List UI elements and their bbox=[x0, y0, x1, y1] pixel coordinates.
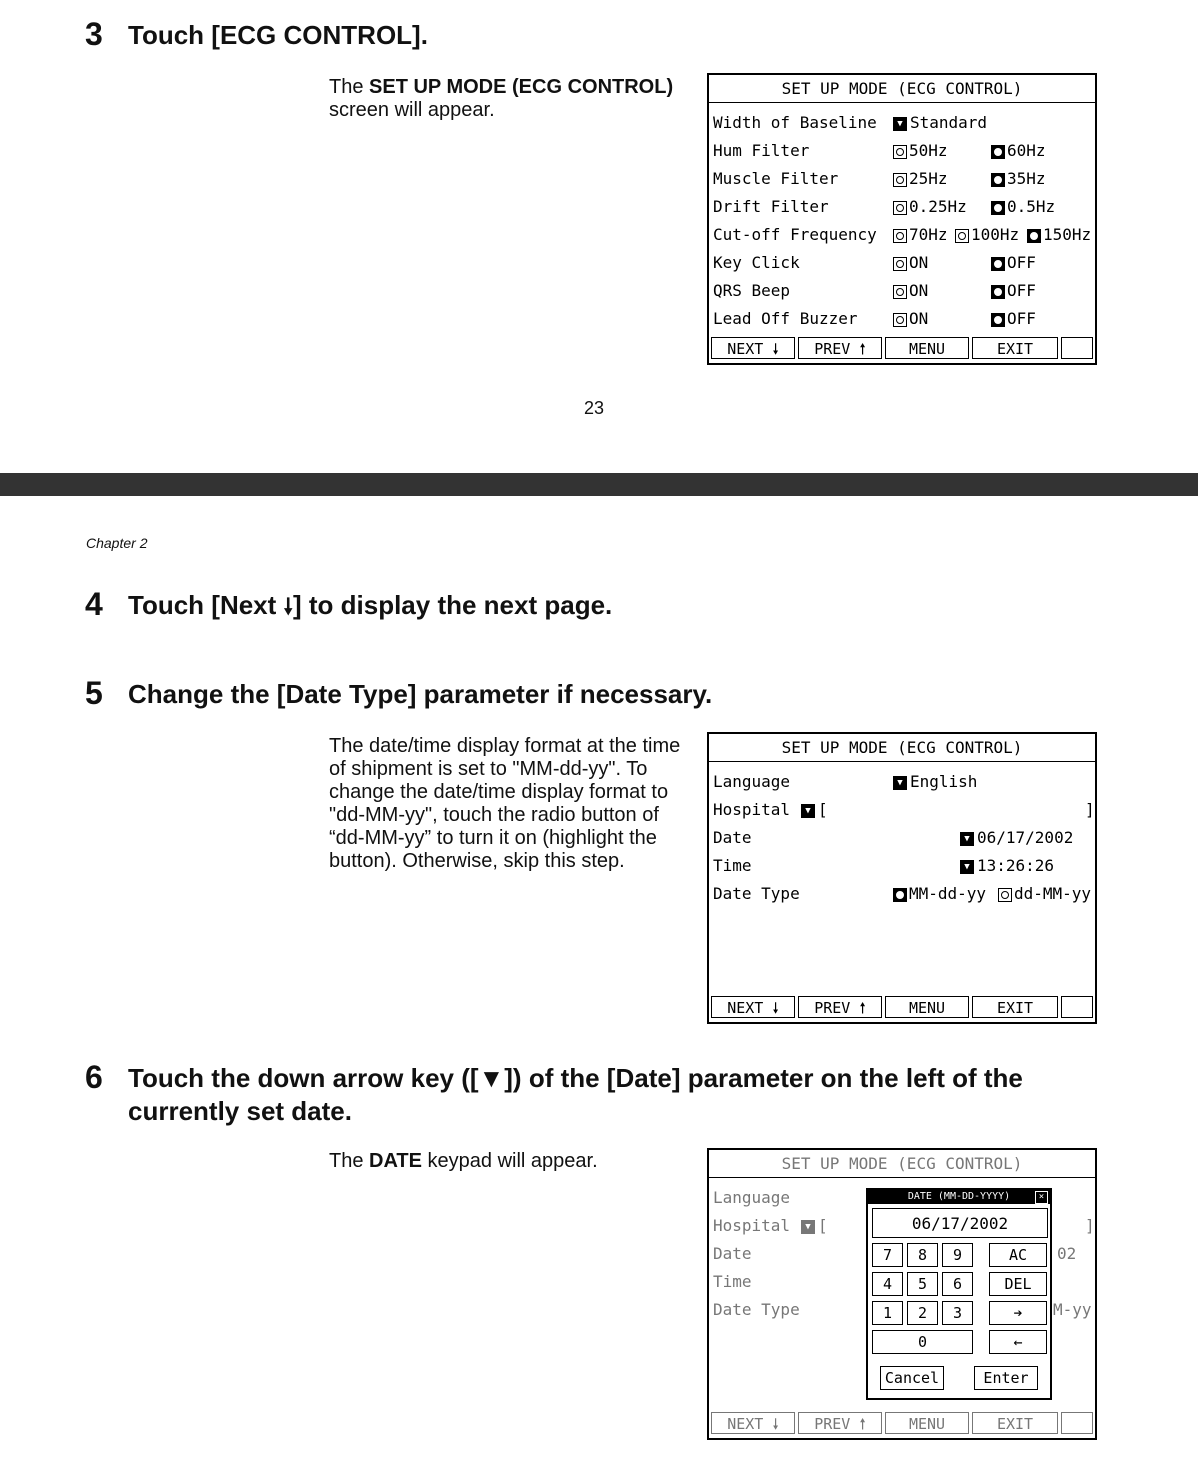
key-9[interactable]: 9 bbox=[942, 1243, 973, 1267]
radio-off-icon[interactable] bbox=[893, 257, 907, 271]
setting-label: Date bbox=[713, 1244, 752, 1263]
step-3-heading: Touch [ECG CONTROL]. bbox=[128, 20, 428, 50]
setting-label: Language bbox=[713, 1188, 791, 1207]
enter-button[interactable]: Enter bbox=[974, 1366, 1038, 1390]
manual-page-23 bbox=[0, 0, 1198, 473]
radio-on-icon[interactable] bbox=[991, 145, 1005, 159]
setting-row-time bbox=[713, 854, 1091, 878]
blank-button[interactable] bbox=[1061, 337, 1093, 359]
key-2[interactable]: 2 bbox=[907, 1301, 938, 1325]
step-6-number: 6 bbox=[85, 1059, 103, 1095]
step-5-body: The date/time display format at the time of shipment is set to "MM-dd-yy". To change the date/time display format to "dd-MM-yy", touch the radio button of “dd-MM-yy” to turn it on (highlight the button). Otherwise, skip this step. bbox=[329, 735, 681, 872]
date-dropdown[interactable]: ▼ 06/17/2002 bbox=[960, 826, 1073, 850]
key-8[interactable]: 8 bbox=[907, 1243, 938, 1267]
arrow-right-icon: ➔ bbox=[1013, 1304, 1023, 1322]
key-4[interactable]: 4 bbox=[872, 1272, 903, 1296]
arrow-left-icon: ← bbox=[1013, 1333, 1023, 1351]
setting-label: Hospital bbox=[713, 1216, 791, 1235]
radio-option[interactable]: ON bbox=[893, 251, 928, 275]
radio-option[interactable]: OFF bbox=[991, 251, 1036, 275]
page-number: 23 bbox=[584, 398, 605, 418]
date-display: 06/17/2002 bbox=[872, 1208, 1048, 1238]
setting-label: Drift Filter bbox=[713, 197, 829, 216]
menu-button[interactable]: MENU bbox=[885, 996, 969, 1018]
hospital-bracket-close: ] bbox=[1085, 1216, 1095, 1235]
hospital-field: ▼ [ bbox=[801, 1214, 828, 1238]
menu-button: MENU bbox=[885, 1412, 969, 1434]
radio-option-mm-dd-yy[interactable]: MM-dd-yy bbox=[893, 882, 986, 906]
setting-label: Language bbox=[713, 772, 791, 791]
arrow-down-icon: 🠗 bbox=[772, 1415, 779, 1433]
next-button: NEXT 🠗 bbox=[711, 1412, 795, 1434]
setting-label: Date Type bbox=[713, 884, 800, 903]
radio-on-icon[interactable] bbox=[991, 257, 1005, 271]
key-1[interactable]: 1 bbox=[872, 1301, 903, 1325]
radio-on-icon[interactable] bbox=[991, 285, 1005, 299]
screen-title: SET UP MODE (ECG CONTROL) bbox=[709, 734, 1095, 762]
radio-off-icon[interactable] bbox=[893, 145, 907, 159]
key-6[interactable]: 6 bbox=[942, 1272, 973, 1296]
menu-button[interactable]: MENU bbox=[885, 337, 969, 359]
key-0[interactable]: 0 bbox=[872, 1330, 973, 1354]
next-button[interactable]: NEXT 🠗 bbox=[711, 337, 795, 359]
dropdown-arrow-icon: ▼ bbox=[801, 1220, 815, 1234]
hospital-bracket-close: ] bbox=[1085, 800, 1095, 819]
setting-label: Time bbox=[713, 856, 752, 875]
setting-label: Date bbox=[713, 828, 752, 847]
step-3-body-bold: SET UP MODE (ECG CONTROL) bbox=[369, 76, 674, 98]
step-4-heading: Touch [Next 🠗] to display the next page. bbox=[128, 590, 613, 620]
prev-button[interactable]: PREV 🠕 bbox=[798, 337, 882, 359]
step-3-body-pre: The bbox=[329, 76, 370, 98]
setting-label: Width of Baseline bbox=[713, 113, 877, 132]
radio-option[interactable]: 60Hz bbox=[991, 139, 1046, 163]
key-3[interactable]: 3 bbox=[942, 1301, 973, 1325]
setting-label: Lead Off Buzzer bbox=[713, 309, 858, 328]
radio-off-icon[interactable] bbox=[893, 173, 907, 187]
radio-option[interactable]: OFF bbox=[991, 279, 1036, 303]
ecg-control-screen-2 bbox=[707, 732, 1097, 1024]
radio-off-icon[interactable] bbox=[998, 888, 1012, 902]
step-3-body-post: screen will appear. bbox=[329, 99, 495, 121]
dropdown-arrow-icon[interactable]: ▼ bbox=[893, 776, 907, 790]
cursor-right-button[interactable] bbox=[989, 1301, 1047, 1325]
radio-option[interactable]: ON bbox=[893, 279, 928, 303]
setting-label: Time bbox=[713, 1272, 752, 1291]
close-icon[interactable]: × bbox=[1035, 1191, 1048, 1204]
radio-option[interactable]: OFF bbox=[991, 307, 1036, 331]
radio-option-dd-mm-yy[interactable]: dd-MM-yy bbox=[998, 882, 1091, 906]
radio-on-icon[interactable] bbox=[991, 313, 1005, 327]
prev-button: PREV 🠕 bbox=[798, 1412, 882, 1434]
step-5-heading: Change the [Date Type] parameter if necessary. bbox=[128, 679, 713, 709]
screen-title: SET UP MODE (ECG CONTROL) bbox=[709, 75, 1095, 103]
setting-label: Date Type bbox=[713, 1300, 800, 1319]
radio-option[interactable]: 25Hz bbox=[893, 167, 948, 191]
chapter-label: Chapter 2 bbox=[86, 535, 148, 551]
setting-label: QRS Beep bbox=[713, 281, 791, 300]
radio-option[interactable]: 150Hz bbox=[1027, 223, 1091, 247]
blank-button[interactable] bbox=[1061, 996, 1093, 1018]
setting-label: Key Click bbox=[713, 253, 800, 272]
arrow-down-icon: 🠗 bbox=[772, 999, 779, 1017]
key-7[interactable]: 7 bbox=[872, 1243, 903, 1267]
step-6-heading: Touch the down arrow key ([▼]) of the [Date] parameter on the left of the currently set date. bbox=[128, 1063, 1023, 1126]
radio-on-icon[interactable] bbox=[991, 201, 1005, 215]
arrow-up-icon: 🠕 bbox=[859, 340, 866, 358]
radio-off-icon[interactable] bbox=[893, 285, 907, 299]
radio-off-icon[interactable] bbox=[893, 313, 907, 327]
arrow-up-icon: 🠕 bbox=[859, 999, 866, 1017]
radio-on-icon[interactable] bbox=[991, 173, 1005, 187]
setting-row-hospital bbox=[713, 798, 1095, 822]
ac-button[interactable]: AC bbox=[989, 1243, 1047, 1267]
date-keypad bbox=[866, 1188, 1052, 1400]
ecg-control-screen-1 bbox=[707, 73, 1097, 365]
radio-option[interactable]: 100Hz bbox=[955, 223, 1019, 247]
setting-label: Cut-off Frequency bbox=[713, 225, 877, 244]
setting-row-date-type bbox=[713, 882, 1091, 906]
setting-row-language bbox=[713, 770, 1091, 794]
setting-label: Muscle Filter bbox=[713, 169, 839, 188]
language-dropdown[interactable]: ▼ English bbox=[893, 770, 977, 794]
radio-option[interactable]: 0.5Hz bbox=[991, 195, 1055, 219]
page-divider bbox=[0, 473, 1198, 496]
cursor-left-button[interactable] bbox=[989, 1330, 1047, 1354]
dropdown-arrow-icon[interactable]: ▼ bbox=[893, 117, 907, 131]
step-6-body: The DATE keypad will appear. bbox=[329, 1150, 598, 1172]
step-4-number: 4 bbox=[85, 586, 103, 622]
radio-option[interactable]: 70Hz bbox=[893, 223, 948, 247]
dropdown-arrow-icon[interactable]: ▼ bbox=[801, 804, 815, 818]
radio-option[interactable]: ON bbox=[893, 307, 928, 331]
arrow-down-icon: 🠗 bbox=[772, 340, 779, 358]
baseline-dropdown[interactable]: ▼ Standard bbox=[893, 111, 987, 135]
dropdown-arrow-icon[interactable]: ▼ bbox=[960, 832, 974, 846]
arrow-up-icon: 🠕 bbox=[859, 1415, 866, 1433]
radio-option[interactable]: 50Hz bbox=[893, 139, 948, 163]
hospital-field[interactable]: ▼ [ bbox=[801, 798, 828, 822]
dropdown-arrow-icon[interactable]: ▼ bbox=[960, 860, 974, 874]
radio-off-icon[interactable] bbox=[893, 201, 907, 215]
ecg-control-screen-3 bbox=[707, 1148, 1097, 1440]
radio-off-icon[interactable] bbox=[893, 229, 907, 243]
radio-option[interactable]: 35Hz bbox=[991, 167, 1046, 191]
time-dropdown[interactable]: ▼ 13:26:26 bbox=[960, 854, 1054, 878]
radio-option[interactable]: 0.25Hz bbox=[893, 195, 967, 219]
date-value-tail: 02 bbox=[1057, 1244, 1077, 1263]
step-3-number: 3 bbox=[85, 16, 103, 52]
keypad-title: DATE (MM-DD-YYYY) bbox=[868, 1190, 1050, 1204]
radio-on-icon[interactable] bbox=[893, 888, 907, 902]
exit-button: EXIT bbox=[972, 1412, 1058, 1434]
key-5[interactable]: 5 bbox=[907, 1272, 938, 1296]
next-button[interactable]: NEXT 🠗 bbox=[711, 996, 795, 1018]
radio-off-icon[interactable] bbox=[955, 229, 969, 243]
setting-label: Hospital bbox=[713, 800, 791, 819]
screen-title: SET UP MODE (ECG CONTROL) bbox=[709, 1150, 1095, 1178]
setting-label: Hum Filter bbox=[713, 141, 810, 160]
exit-button[interactable]: EXIT bbox=[972, 337, 1058, 359]
step-3-body bbox=[329, 76, 689, 122]
next-arrow-icon: 🠗 bbox=[283, 594, 293, 619]
del-button[interactable]: DEL bbox=[989, 1272, 1047, 1296]
step-5-number: 5 bbox=[85, 675, 103, 711]
cancel-button[interactable]: Cancel bbox=[880, 1366, 944, 1390]
exit-button[interactable]: EXIT bbox=[972, 996, 1058, 1018]
prev-button[interactable]: PREV 🠕 bbox=[798, 996, 882, 1018]
date-type-tail: M-yy bbox=[1053, 1300, 1092, 1319]
radio-on-icon[interactable] bbox=[1027, 229, 1041, 243]
setting-row-date bbox=[713, 826, 1091, 850]
blank-button bbox=[1061, 1412, 1093, 1434]
